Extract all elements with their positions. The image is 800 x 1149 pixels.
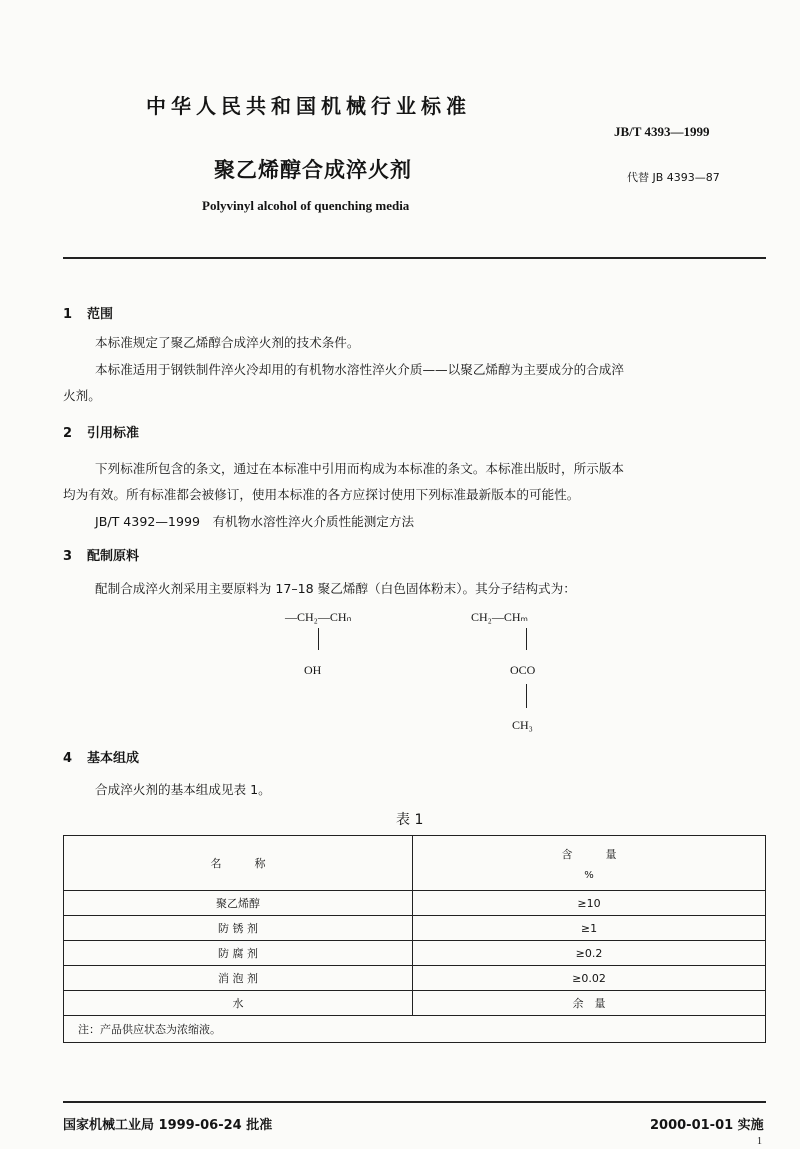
formula-right-bond-2 xyxy=(526,684,527,708)
row-amount: ≥0.2 xyxy=(413,941,766,966)
composition-table xyxy=(63,835,766,1043)
table-row xyxy=(64,891,766,916)
table-header-row xyxy=(64,836,766,891)
issuing-body: 中华人民共和国机械行业标准 xyxy=(146,94,471,118)
table-row xyxy=(64,941,766,966)
formula-left-group: OH xyxy=(304,663,322,677)
section-2-number: 2 xyxy=(63,426,73,441)
section-2-reference: JB/T 4392—1999 有机物水溶性淬火介质性能测定方法 xyxy=(95,514,415,529)
formula-left-bond xyxy=(318,628,319,650)
implementation-line: 2000-01-01 实施 xyxy=(650,1118,764,1133)
row-amount: ≥1 xyxy=(413,916,766,941)
formula-left-chain: —CH₂—CHₙ xyxy=(285,610,352,624)
table-row xyxy=(64,966,766,991)
section-1-para-2-line-2: 火剂。 xyxy=(63,388,101,403)
section-3-heading xyxy=(63,545,139,564)
section-2-para-1-line-2: 均为有效。所有标准都会被修订，使用本标准的各方应探讨使用下列标准最新版本的可能性。 xyxy=(63,487,580,502)
standard-number: JB/T 4393—1999 xyxy=(614,124,710,139)
section-4-number: 4 xyxy=(63,751,73,766)
formula-right-group: OCO xyxy=(510,663,536,677)
row-amount: 余 量 xyxy=(413,991,766,1016)
section-4-para-1: 合成淬火剂的基本组成见表 1。 xyxy=(95,782,271,797)
section-1-title: 范围 xyxy=(87,307,114,322)
table-caption: 表 1 xyxy=(396,812,424,828)
section-2-title: 引用标准 xyxy=(87,426,140,441)
section-1-heading xyxy=(63,303,113,322)
header-name: 名 称 xyxy=(210,857,266,870)
section-2-para-1-line-1: 下列标准所包含的条文，通过在本标准中引用而构成为本标准的条文。本标准出版时，所示版本 xyxy=(95,461,624,476)
replaces-standard: 代替 JB 4393—87 xyxy=(627,171,720,184)
section-1-para-1: 本标准规定了聚乙烯醇合成淬火剂的技术条件。 xyxy=(95,335,360,350)
formula-right-chain: CH₂—CHₘ xyxy=(471,610,528,624)
table-note: 注：产品供应状态为浓缩液。 xyxy=(64,1016,766,1043)
row-amount: ≥10 xyxy=(413,891,766,916)
row-name: 防 锈 剂 xyxy=(64,916,413,941)
header-amount: 含 量 xyxy=(561,847,617,861)
header-name-cell xyxy=(64,836,413,891)
table-row xyxy=(64,991,766,1016)
row-name: 水 xyxy=(64,991,413,1016)
section-1-para-2-line-1: 本标准适用于钢铁制件淬火冷却用的有机物水溶性淬火介质——以聚乙烯醇为主要成分的合成淬 xyxy=(95,362,624,377)
header-divider xyxy=(63,257,766,259)
section-4-heading xyxy=(63,747,139,766)
formula-right-end: CH₃ xyxy=(512,718,533,732)
section-4-title: 基本组成 xyxy=(87,751,140,766)
document-title-en: Polyvinyl alcohol of quenching media xyxy=(202,198,410,213)
footer-divider xyxy=(63,1101,766,1103)
section-3-para-1: 配制合成淬火剂采用主要原料为 17–18 聚乙烯醇（白色固体粉末）。其分子结构式为： xyxy=(95,581,576,596)
row-amount: ≥0.02 xyxy=(413,966,766,991)
section-1-number: 1 xyxy=(63,307,73,322)
row-name: 消 泡 剂 xyxy=(64,966,413,991)
header-amount-cell xyxy=(413,836,766,891)
page-number: 1 xyxy=(757,1136,762,1147)
section-2-heading xyxy=(63,422,139,441)
header-unit: % xyxy=(584,869,594,881)
approval-line: 国家机械工业局 1999-06-24 批准 xyxy=(63,1118,273,1133)
row-name: 聚乙烯醇 xyxy=(64,891,413,916)
row-name: 防 腐 剂 xyxy=(64,941,413,966)
document-title-cn: 聚乙烯醇合成淬火剂 xyxy=(214,158,412,182)
section-3-title: 配制原料 xyxy=(87,549,140,564)
table-note-row xyxy=(64,1016,766,1043)
section-3-number: 3 xyxy=(63,549,73,564)
formula-right-bond-1 xyxy=(526,628,527,650)
table-row xyxy=(64,916,766,941)
